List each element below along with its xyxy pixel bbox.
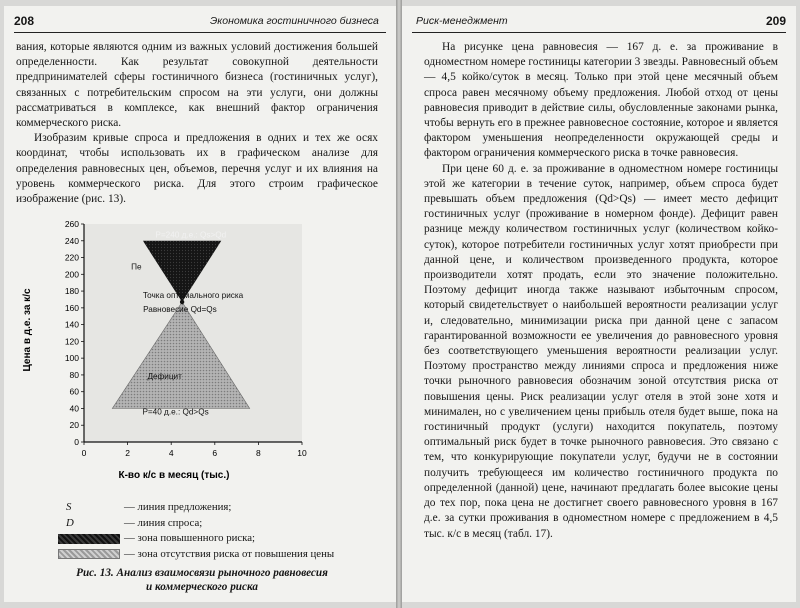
legend-text-no-risk: — зона отсутствия риска от повышения цены: [124, 547, 335, 560]
chart-x-axis-label: К-во к/с в месяц (тыс.): [118, 470, 230, 481]
caption-line-2: и коммерческого риска: [146, 581, 258, 593]
y-tick-label: 160: [64, 302, 79, 313]
y-tick-label: 140: [64, 319, 79, 330]
chart-legend: [58, 500, 334, 562]
right-body-text: [424, 40, 778, 542]
y-tick-label: 40: [69, 403, 79, 414]
caption-line-1: Рис. 13. Анализ взаимосвязи рыночного равновесия: [76, 567, 328, 579]
market-equilibrium-chart: [16, 210, 316, 492]
y-tick-label: 180: [64, 286, 79, 297]
figure-caption: [34, 566, 370, 594]
x-tick-label: 4: [168, 448, 174, 458]
y-tick-label: 220: [64, 252, 79, 263]
legend-item-high-risk: [58, 531, 334, 547]
legend-text-supply: — линия предложения;: [124, 501, 232, 513]
left-page-number: 208: [14, 14, 35, 28]
legend-swatch-light: [58, 549, 120, 559]
y-tick-label: 100: [64, 353, 79, 364]
x-tick-label: 8: [256, 448, 261, 458]
right-page: [402, 6, 796, 602]
x-tick-label: 2: [125, 448, 130, 458]
left-page: [4, 6, 396, 602]
chart-y-axis-label: Цена в д.е. за к/с: [22, 288, 33, 372]
y-tick-label: 20: [69, 420, 79, 431]
left-body-text: [16, 40, 378, 207]
y-tick-label: 0: [74, 437, 79, 447]
x-tick-label: 0: [81, 448, 87, 458]
right-running-header: [412, 12, 786, 33]
left-running-title: Экономика гостиничного бизнеса: [210, 15, 379, 27]
legend-symbol-s: S: [66, 501, 72, 513]
x-tick-label: 10: [297, 448, 307, 458]
right-page-number: 209: [765, 14, 786, 28]
chart-annotation-6: P=40 д.е.: Qd>Qs: [142, 407, 209, 417]
y-tick-label: 60: [69, 386, 79, 397]
legend-item-no-risk: [58, 547, 334, 563]
legend-item-demand: [58, 516, 334, 532]
chart-annotation-1: P=240 д.е.: Qs>Qd: [155, 230, 227, 240]
y-tick-label: 80: [69, 369, 79, 380]
right-running-title: Риск-менеджмент: [416, 15, 508, 27]
legend-text-demand: — линия спроса;: [124, 516, 203, 529]
legend-item-supply: [58, 500, 334, 516]
legend-symbol-d: D: [66, 516, 74, 529]
y-tick-label: 120: [64, 336, 79, 347]
left-paragraph-2: Изобразим кривые спроса и предложения в одних и тех же осях координат, чтобы использовать их в графическом анализе для определения равновесных цен, объемов, перечня услуг и их влияния на уровень коммерческого риска. Для этого строим графическое изображение (рис. 13).: [16, 132, 378, 206]
legend-text-high-risk: — зона повышенного риска;: [124, 532, 256, 544]
left-paragraph-1: вания, которые являются одним из важных условий достижения большей определенности. Как результат совокупной деятельности предпринимателей сферы гостиничного бизнеса (гостиничных услуг), связанных с потребительским спросом на эти услуги, они должны рассматриваться в комплексе, как внешний фактор ограничения коммерческого риска.: [16, 41, 378, 130]
chart-annotation-5: Дефицит: [147, 372, 182, 382]
left-running-header: [14, 12, 386, 33]
chart-annotation-3: Точка оптимального риска: [142, 290, 244, 300]
right-paragraph-2: При цене 60 д. е. за проживание в одноместном номере гостиницы этой же категории в течение суток, например, объем спроса будет превышать объем предложения (Qd>Qs) — имеет место дефицит гостиничных услуг (проживание в номерном фонде). Дефицит равен разнице между количеством гостиничных услуг (количеством койко-суток), которое потребители гостиничных услуг хотят приобрести при данной цене, и количеством произведенного продукта, которое производители хотят продать, если это значение положительно. Поэтому дефицит иногда также называют избыточным спросом, который свидетельствует о наибольшей вероятности реализации услуг и, следовательно, минимизации риска при данной цене с запасом гарантированной возможности ее увеличения до равновесного уровня без соответствующего уменьшения вероятности реализации услуг. Поэтому пространство между линиями спроса и предложения ниже точки рыночного равновесия обозначим зоной отсутствия риска от повышения цены. Риск реализации услуг отеля в этой зоне хотя и минимален, но с увеличением цены прибыль отеля будет выше, пока на гостиничный продукт (услуги) находится покупатель, поэтому оптимальный риск будет в точке рыночного равновесия. Это связано с тем, что конкурирующие покупатели услуг, будучи не в состоянии получить требующееся им количество гостиничного продукта по определенной (данной) цене, начинают предлагать более высокие цены до тех пор, пока цена не достигнет своего равновесного уровня в 167 д.е. за сутки проживания в одноместном номере с предложением в 4,5 тыс. к/с в месяц (табл. 17).: [424, 162, 778, 540]
chart-annotation-4: Равновесие Qd=Qs: [143, 305, 217, 315]
y-tick-label: 200: [64, 269, 79, 280]
y-tick-label: 240: [64, 235, 79, 246]
equilibrium-point: [180, 300, 184, 304]
y-tick-label: 260: [64, 219, 79, 229]
chart-annotation-2: Пе: [131, 262, 142, 272]
x-tick-label: 6: [212, 448, 218, 458]
right-paragraph-1: На рисунке цена равновесия — 167 д. е. за проживание в одноместном номере гостиницы категории 3 звезды. Равновесный объем — 4,5 койко/суток в месяц. Только при этой цене месячный объем спроса равен месячному объему предложения. Любой отход от цены равновесия приводит в действие силы, обусловленные законами рынка, чтобы вернуть его в прежнее равновесное состояние, которое и является фактором уменьшения неопределенности окружающей среды и фактором ограничения коммерческого риска в точке равновесия.: [424, 41, 778, 160]
legend-swatch-dark: [58, 534, 120, 544]
